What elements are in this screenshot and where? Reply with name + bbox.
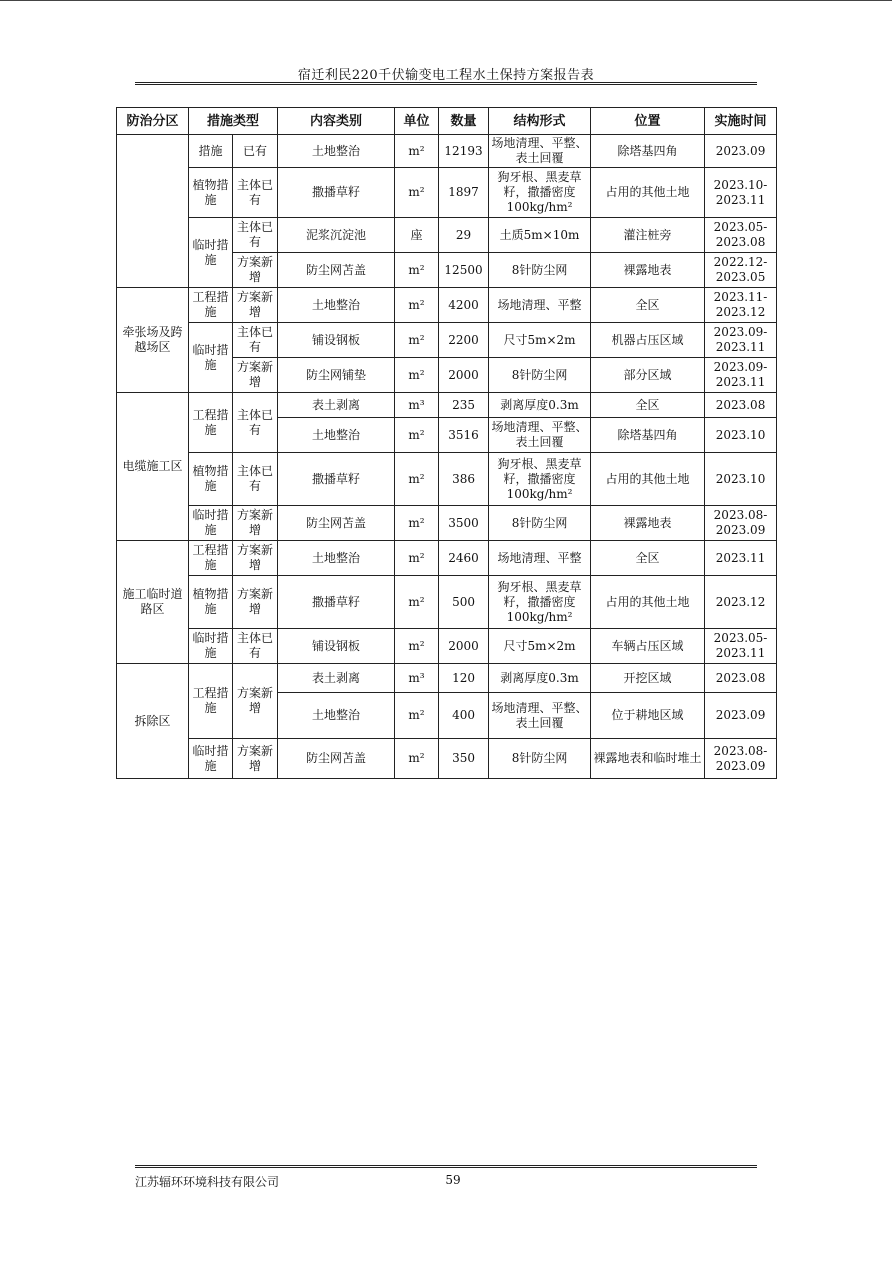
table-row xyxy=(117,135,777,168)
source-cell: 主体已有 xyxy=(233,453,278,506)
content-cell: 表土剥离 xyxy=(278,393,395,418)
time-cell: 2023.09-2023.11 xyxy=(705,358,777,393)
quantity-cell: 2460 xyxy=(439,541,489,576)
quantity-cell: 120 xyxy=(439,664,489,693)
measure-type-cell: 临时措施 xyxy=(189,629,233,664)
footer-rule xyxy=(135,1165,757,1168)
time-cell: 2023.05-2023.08 xyxy=(705,218,777,253)
unit-cell: m² xyxy=(395,418,439,453)
source-cell: 方案新增 xyxy=(233,576,278,629)
unit-cell: m² xyxy=(395,135,439,168)
unit-cell: m² xyxy=(395,358,439,393)
location-cell: 部分区域 xyxy=(591,358,705,393)
location-cell: 全区 xyxy=(591,288,705,323)
source-cell: 主体已有 xyxy=(233,168,278,218)
content-cell: 土地整治 xyxy=(278,693,395,739)
quantity-cell: 235 xyxy=(439,393,489,418)
unit-cell: m² xyxy=(395,253,439,288)
structure-cell: 剥离厚度0.3m xyxy=(489,664,591,693)
footer-company-name: 江苏辐环环境科技有限公司 xyxy=(135,1175,280,1189)
structure-cell: 尺寸5m×2m xyxy=(489,629,591,664)
content-cell: 表土剥离 xyxy=(278,664,395,693)
unit-cell: m² xyxy=(395,576,439,629)
column-header: 单位 xyxy=(395,108,439,135)
soil-conservation-measures-table xyxy=(116,107,777,779)
quantity-cell: 2200 xyxy=(439,323,489,358)
measure-type-cell: 植物措施 xyxy=(189,453,233,506)
source-cell: 主体已有 xyxy=(233,218,278,253)
table-row xyxy=(117,629,777,664)
measure-type-cell: 措施 xyxy=(189,135,233,168)
content-cell: 撒播草籽 xyxy=(278,576,395,629)
zone-cell: 电缆施工区 xyxy=(117,393,189,541)
quantity-cell: 3516 xyxy=(439,418,489,453)
table-row xyxy=(117,288,777,323)
measure-type-cell: 临时措施 xyxy=(189,506,233,541)
content-cell: 防尘网苫盖 xyxy=(278,253,395,288)
structure-cell: 场地清理、平整、表土回覆 xyxy=(489,693,591,739)
unit-cell: m³ xyxy=(395,393,439,418)
unit-cell: m² xyxy=(395,506,439,541)
source-cell: 主体已有 xyxy=(233,393,278,453)
time-cell: 2023.12 xyxy=(705,576,777,629)
location-cell: 占用的其他土地 xyxy=(591,453,705,506)
source-cell: 方案新增 xyxy=(233,288,278,323)
structure-cell: 8针防尘网 xyxy=(489,739,591,779)
location-cell: 占用的其他土地 xyxy=(591,576,705,629)
time-cell: 2023.10-2023.11 xyxy=(705,168,777,218)
content-cell: 防尘网铺垫 xyxy=(278,358,395,393)
measure-type-cell: 植物措施 xyxy=(189,168,233,218)
location-cell: 灌注桩旁 xyxy=(591,218,705,253)
time-cell: 2022.12-2023.05 xyxy=(705,253,777,288)
structure-cell: 8针防尘网 xyxy=(489,358,591,393)
unit-cell: m² xyxy=(395,629,439,664)
location-cell: 除塔基四角 xyxy=(591,418,705,453)
unit-cell: m² xyxy=(395,541,439,576)
quantity-cell: 400 xyxy=(439,693,489,739)
time-cell: 2023.09 xyxy=(705,135,777,168)
location-cell: 占用的其他土地 xyxy=(591,168,705,218)
unit-cell: 座 xyxy=(395,218,439,253)
measure-type-cell: 临时措施 xyxy=(189,323,233,393)
quantity-cell: 3500 xyxy=(439,506,489,541)
structure-cell: 场地清理、平整、表土回覆 xyxy=(489,135,591,168)
table-row xyxy=(117,323,777,358)
table-row xyxy=(117,168,777,218)
time-cell: 2023.09-2023.11 xyxy=(705,323,777,358)
content-cell: 铺设钢板 xyxy=(278,629,395,664)
unit-cell: m² xyxy=(395,168,439,218)
quantity-cell: 29 xyxy=(439,218,489,253)
zone-cell xyxy=(117,135,189,288)
source-cell: 主体已有 xyxy=(233,323,278,358)
content-cell: 防尘网苫盖 xyxy=(278,506,395,541)
column-header: 实施时间 xyxy=(705,108,777,135)
quantity-cell: 12193 xyxy=(439,135,489,168)
column-header: 结构形式 xyxy=(489,108,591,135)
location-cell: 位于耕地区域 xyxy=(591,693,705,739)
measure-type-cell: 临时措施 xyxy=(189,218,233,288)
time-cell: 2023.11-2023.12 xyxy=(705,288,777,323)
quantity-cell: 350 xyxy=(439,739,489,779)
time-cell: 2023.08-2023.09 xyxy=(705,506,777,541)
structure-cell: 场地清理、平整、表土回覆 xyxy=(489,418,591,453)
content-cell: 撒播草籽 xyxy=(278,453,395,506)
source-cell: 方案新增 xyxy=(233,541,278,576)
unit-cell: m² xyxy=(395,288,439,323)
table-row xyxy=(117,739,777,779)
location-cell: 裸露地表 xyxy=(591,253,705,288)
measure-type-cell: 植物措施 xyxy=(189,576,233,629)
location-cell: 全区 xyxy=(591,393,705,418)
table-row xyxy=(117,453,777,506)
time-cell: 2023.08 xyxy=(705,393,777,418)
unit-cell: m³ xyxy=(395,664,439,693)
source-cell: 方案新增 xyxy=(233,253,278,288)
source-cell: 主体已有 xyxy=(233,629,278,664)
quantity-cell: 386 xyxy=(439,453,489,506)
structure-cell: 狗牙根、黑麦草籽，撒播密度100kg/hm² xyxy=(489,453,591,506)
content-cell: 土地整治 xyxy=(278,135,395,168)
source-cell: 已有 xyxy=(233,135,278,168)
page-top-border xyxy=(0,0,892,1)
quantity-cell: 4200 xyxy=(439,288,489,323)
source-cell: 方案新增 xyxy=(233,358,278,393)
measure-type-cell: 工程措施 xyxy=(189,664,233,739)
time-cell: 2023.05-2023.11 xyxy=(705,629,777,664)
location-cell: 除塔基四角 xyxy=(591,135,705,168)
unit-cell: m² xyxy=(395,453,439,506)
content-cell: 土地整治 xyxy=(278,541,395,576)
structure-cell: 剥离厚度0.3m xyxy=(489,393,591,418)
structure-cell: 狗牙根、黑麦草籽，撒播密度100kg/hm² xyxy=(489,576,591,629)
time-cell: 2023.08 xyxy=(705,664,777,693)
table-row xyxy=(117,664,777,693)
content-cell: 撒播草籽 xyxy=(278,168,395,218)
quantity-cell: 2000 xyxy=(439,629,489,664)
table-header-row xyxy=(117,108,777,135)
location-cell: 机器占压区域 xyxy=(591,323,705,358)
time-cell: 2023.10 xyxy=(705,453,777,506)
column-header: 位置 xyxy=(591,108,705,135)
time-cell: 2023.09 xyxy=(705,693,777,739)
structure-cell: 狗牙根、黑麦草籽，撒播密度100kg/hm² xyxy=(489,168,591,218)
content-cell: 防尘网苫盖 xyxy=(278,739,395,779)
content-cell: 铺设钢板 xyxy=(278,323,395,358)
zone-cell: 施工临时道路区 xyxy=(117,541,189,664)
structure-cell: 8针防尘网 xyxy=(489,253,591,288)
measure-type-cell: 工程措施 xyxy=(189,393,233,453)
table-row xyxy=(117,393,777,418)
structure-cell: 尺寸5m×2m xyxy=(489,323,591,358)
column-header: 内容类别 xyxy=(278,108,395,135)
column-header: 防治分区 xyxy=(117,108,189,135)
table-row xyxy=(117,541,777,576)
time-cell: 2023.11 xyxy=(705,541,777,576)
structure-cell: 土质5m×10m xyxy=(489,218,591,253)
location-cell: 开挖区域 xyxy=(591,664,705,693)
measure-type-cell: 临时措施 xyxy=(189,739,233,779)
source-cell: 方案新增 xyxy=(233,739,278,779)
location-cell: 车辆占压区域 xyxy=(591,629,705,664)
unit-cell: m² xyxy=(395,323,439,358)
zone-cell: 拆除区 xyxy=(117,664,189,779)
table-row xyxy=(117,218,777,253)
source-cell: 方案新增 xyxy=(233,506,278,541)
table-row xyxy=(117,576,777,629)
unit-cell: m² xyxy=(395,739,439,779)
source-cell: 方案新增 xyxy=(233,664,278,739)
measure-type-cell: 工程措施 xyxy=(189,288,233,323)
content-cell: 土地整治 xyxy=(278,418,395,453)
structure-cell: 场地清理、平整 xyxy=(489,288,591,323)
table-row xyxy=(117,506,777,541)
column-header: 措施类型 xyxy=(189,108,278,135)
content-cell: 泥浆沉淀池 xyxy=(278,218,395,253)
header-rule xyxy=(135,82,757,85)
page-header-title: 宿迁利民220千伏输变电工程水土保持方案报告表 xyxy=(297,68,595,83)
page-number: 59 xyxy=(445,1173,461,1187)
location-cell: 裸露地表和临时堆土 xyxy=(591,739,705,779)
quantity-cell: 500 xyxy=(439,576,489,629)
structure-cell: 8针防尘网 xyxy=(489,506,591,541)
quantity-cell: 12500 xyxy=(439,253,489,288)
quantity-cell: 1897 xyxy=(439,168,489,218)
zone-cell: 牵张场及跨越场区 xyxy=(117,288,189,393)
column-header: 数量 xyxy=(439,108,489,135)
location-cell: 全区 xyxy=(591,541,705,576)
structure-cell: 场地清理、平整 xyxy=(489,541,591,576)
unit-cell: m² xyxy=(395,693,439,739)
time-cell: 2023.08-2023.09 xyxy=(705,739,777,779)
content-cell: 土地整治 xyxy=(278,288,395,323)
time-cell: 2023.10 xyxy=(705,418,777,453)
measure-type-cell: 工程措施 xyxy=(189,541,233,576)
quantity-cell: 2000 xyxy=(439,358,489,393)
location-cell: 裸露地表 xyxy=(591,506,705,541)
